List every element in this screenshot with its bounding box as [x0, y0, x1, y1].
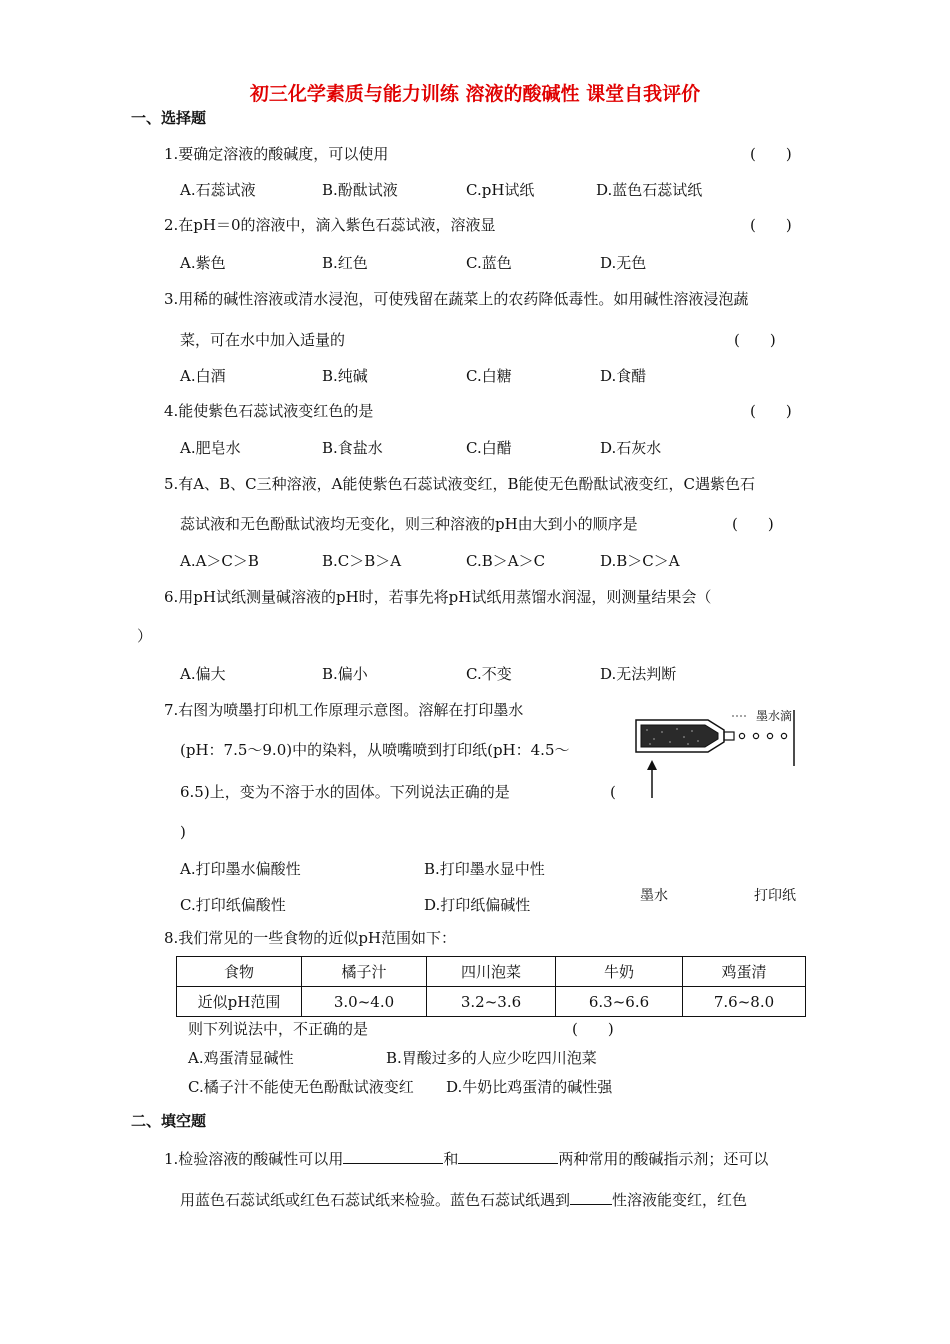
table-row [177, 987, 806, 1017]
ink-drop-icon [753, 733, 758, 738]
table-cell: 近似pH范围 [177, 987, 302, 1017]
question-4-option-b[interactable]: B.食盐水 [322, 439, 383, 457]
question-1-option-a[interactable]: A.石蕊试液 [180, 181, 256, 199]
question-5-option-d[interactable]: D.B＞C＞A [600, 552, 680, 570]
fill-1-text-line-2b: 性溶液能变红，红色 [612, 1191, 748, 1209]
question-6-option-b[interactable]: B.偏小 [322, 665, 368, 683]
question-7-paren-close[interactable]: ) [180, 823, 186, 841]
question-6-line-1: 6.用pH试纸测量碱溶液的pH时，若事先将pH试纸用蒸馏水润湿，则测量结果会（ [164, 588, 712, 606]
table-header-cell: 鸡蛋清 [683, 957, 806, 987]
ink-drop-icon [781, 733, 786, 738]
question-7-line-1: 7.右图为喷墨打印机工作原理示意图。溶解在打印墨水 [164, 701, 524, 719]
question-1-option-c[interactable]: C.pH试纸 [466, 181, 535, 199]
table-header-cell: 四川泡菜 [427, 957, 556, 987]
table-cell: 7.6~8.0 [683, 987, 806, 1017]
question-6-option-d[interactable]: D.无法判断 [600, 665, 677, 683]
inkjet-printer-diagram [632, 706, 822, 816]
question-5-answer-paren[interactable]: ( ) [732, 515, 774, 533]
table-cell: 3.0~4.0 [302, 987, 427, 1017]
question-1-answer-paren[interactable]: ( ) [750, 145, 792, 163]
table-cell: 6.3~6.6 [556, 987, 683, 1017]
question-2-option-a[interactable]: A.紫色 [180, 254, 226, 272]
table-row [177, 957, 806, 987]
ink-drop-icon [767, 733, 772, 738]
question-6-answer-paren[interactable]: ） [137, 627, 153, 645]
question-4-answer-paren[interactable]: ( ) [750, 402, 792, 420]
up-arrow-icon [647, 760, 657, 770]
question-7-option-b[interactable]: B.打印墨水显中性 [424, 860, 545, 878]
question-8-option-c[interactable]: C.橘子汁不能使无色酚酞试液变红 [188, 1078, 414, 1096]
fill-1-blank-3[interactable] [570, 1188, 612, 1205]
question-3-answer-paren[interactable]: ( ) [734, 331, 776, 349]
question-7-option-c[interactable]: C.打印纸偏酸性 [180, 896, 286, 914]
question-7-option-d[interactable]: D.打印纸偏碱性 [424, 896, 531, 914]
ink-drop-icon [739, 733, 744, 738]
section-heading-fill: 二、填空题 [131, 1112, 207, 1130]
nozzle [724, 732, 734, 740]
question-1-stem: 1.要确定溶液的酸碱度，可以使用 [164, 145, 389, 163]
question-5-option-a[interactable]: A.A＞C＞B [180, 552, 259, 570]
fill-1-text-part-1: 1.检验溶液的酸碱性可以用 [164, 1150, 344, 1168]
table-cell: 3.2~3.6 [427, 987, 556, 1017]
fill-1-text-part-3: 两种常用的酸碱指示剂；还可以 [558, 1150, 769, 1168]
question-2-stem: 2.在pH＝0的溶液中，滴入紫色石蕊试液，溶液显 [164, 216, 496, 234]
question-3-line-2: 菜，可在水中加入适量的 [180, 331, 346, 349]
question-8-question: 则下列说法中，不正确的是 [188, 1020, 369, 1038]
question-3-option-a[interactable]: A.白酒 [180, 367, 226, 385]
question-6-option-a[interactable]: A.偏大 [180, 665, 226, 683]
question-3-line-1: 3.用稀的碱性溶液或清水浸泡，可使残留在蔬菜上的农药降低毒性。如用碱性溶液浸泡蔬 [164, 290, 749, 308]
inkjet-schematic-svg [632, 706, 822, 816]
question-2-answer-paren[interactable]: ( ) [750, 216, 792, 234]
question-1-option-b[interactable]: B.酚酞试液 [322, 181, 398, 199]
fill-1-blank-1[interactable] [343, 1147, 443, 1164]
question-4-stem: 4.能使紫色石蕊试液变红色的是 [164, 402, 374, 420]
table-header-cell: 牛奶 [556, 957, 683, 987]
question-2-option-d[interactable]: D.无色 [600, 254, 647, 272]
fill-question-1-line-1 [164, 1147, 768, 1169]
question-7-line-2: (pH：7.5～9.0)中的染料，从喷嘴喷到打印纸(pH：4.5～ [180, 741, 570, 759]
drop-label: 墨水滴 [756, 709, 793, 723]
question-8-option-b[interactable]: B.胃酸过多的人应少吃四川泡菜 [386, 1049, 597, 1067]
question-4-option-a[interactable]: A.肥皂水 [180, 439, 241, 457]
ink-chamber [641, 725, 718, 747]
question-7-paren-open[interactable]: ( [610, 783, 616, 801]
figure-label-paper: 打印纸 [754, 888, 796, 904]
question-6-option-c[interactable]: C.不变 [466, 665, 512, 683]
question-8-option-a[interactable]: A.鸡蛋清显碱性 [188, 1049, 294, 1067]
question-5-line-1: 5.有A、B、C三种溶液，A能使紫色石蕊试液变红，B能使无色酚酞试液变红，C遇紫色石 [164, 475, 755, 493]
food-ph-table [176, 956, 806, 1017]
question-5-option-b[interactable]: B.C＞B＞A [322, 552, 402, 570]
fill-1-blank-2[interactable] [458, 1147, 558, 1164]
question-5-line-2: 蕊试液和无色酚酞试液均无变化，则三种溶液的pH由大到小的顺序是 [180, 515, 638, 533]
question-1-option-d[interactable]: D.蓝色石蕊试纸 [596, 181, 703, 199]
table-header-cell: 橘子汁 [302, 957, 427, 987]
question-3-option-c[interactable]: C.白糖 [466, 367, 512, 385]
section-heading-choice: 一、选择题 [131, 109, 207, 127]
question-2-option-b[interactable]: B.红色 [322, 254, 368, 272]
question-4-option-c[interactable]: C.白醋 [466, 439, 512, 457]
question-3-option-b[interactable]: B.纯碱 [322, 367, 368, 385]
table-header-cell: 食物 [177, 957, 302, 987]
question-4-option-d[interactable]: D.石灰水 [600, 439, 662, 457]
question-8-stem: 8.我们常见的一些食物的近似pH范围如下： [164, 929, 456, 947]
question-8-option-d[interactable]: D.牛奶比鸡蛋清的碱性强 [446, 1078, 613, 1096]
question-7-line-3: 6.5)上，变为不溶于水的固体。下列说法正确的是 [180, 783, 510, 801]
question-2-option-c[interactable]: C.蓝色 [466, 254, 512, 272]
fill-question-1-line-2 [180, 1188, 747, 1210]
question-5-option-c[interactable]: C.B＞A＞C [466, 552, 546, 570]
fill-1-text-part-2: 和 [443, 1150, 459, 1168]
question-7-option-a[interactable]: A.打印墨水偏酸性 [180, 860, 301, 878]
question-8-answer-paren[interactable]: ( ) [572, 1020, 614, 1038]
figure-label-ink: 墨水 [640, 888, 668, 904]
page-title: 初三化学素质与能力训练 溶液的酸碱性 课堂自我评价 [249, 83, 701, 105]
fill-1-text-line-2a: 用蓝色石蕊试纸或红色石蕊试纸来检验。蓝色石蕊试纸遇到 [180, 1191, 571, 1209]
question-3-option-d[interactable]: D.食醋 [600, 367, 647, 385]
